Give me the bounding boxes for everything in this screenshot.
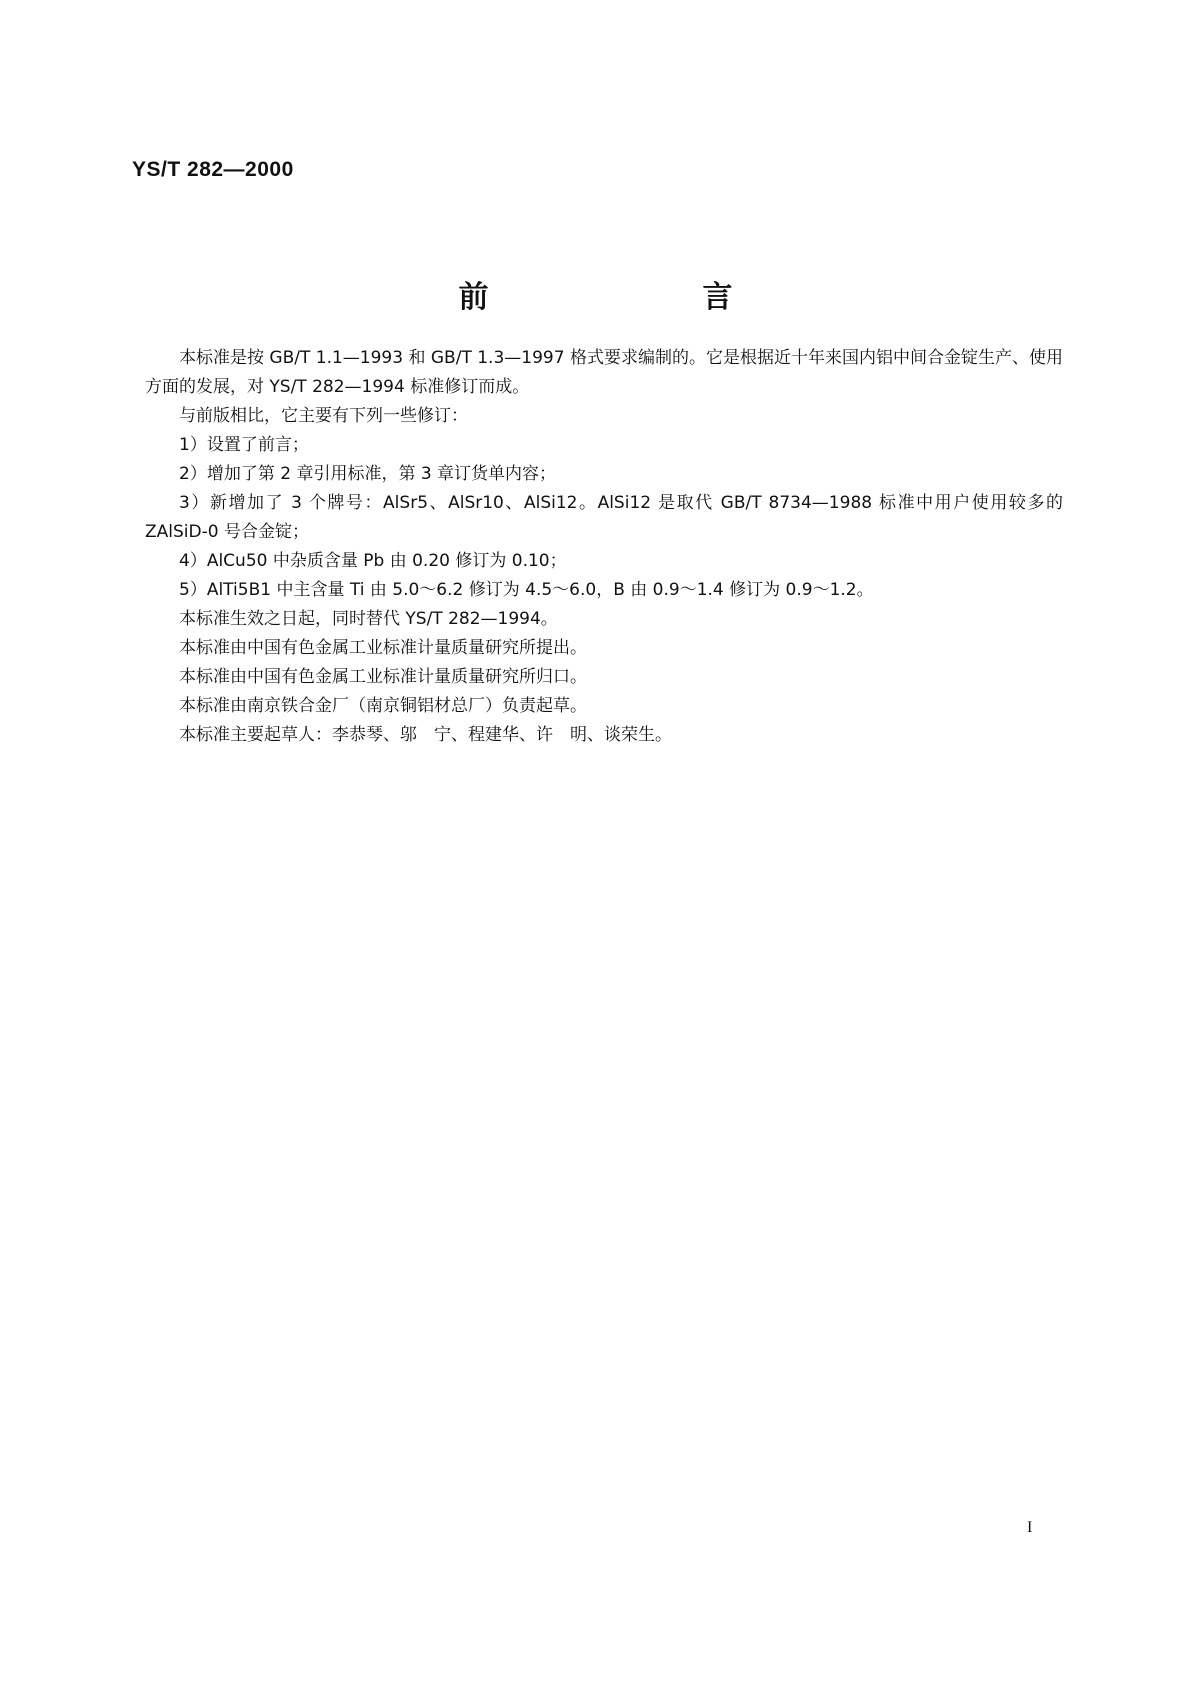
paragraph-drafters: 本标准主要起草人：李恭琴、邬 宁、程建华、许 明、谈荣生。 xyxy=(179,725,672,745)
page-title: 前 言 xyxy=(458,280,825,315)
list-item-revision-1: 1）设置了前言； xyxy=(179,435,309,455)
paragraph-drafting-unit: 本标准由南京铁合金厂（南京铜铝材总厂）负责起草。 xyxy=(179,696,587,716)
paragraph-proposer: 本标准由中国有色金属工业标准计量质量研究所提出。 xyxy=(179,638,587,658)
list-item-revision-4: 4）AlCu50 中杂质含量 Pb 由 0.20 修订为 0.10； xyxy=(179,551,567,571)
list-item-revision-5: 5）AlTi5B1 中主含量 Ti 由 5.0～6.2 修订为 4.5～6.0，B 由 0.9～1.4 修订为 0.9～1.2。 xyxy=(179,580,874,600)
standard-code: YS/T 282—2000 xyxy=(132,158,294,181)
paragraph-administrator: 本标准由中国有色金属工业标准计量质量研究所归口。 xyxy=(179,667,587,687)
list-item-revision-3: 3）新增加了 3 个牌号：AlSr5、AlSr10、AlSi12。AlSi12 是取代 GB/T 8734—1988 标准中用户使用较多的 ZAlSiD-0 号合金锭； xyxy=(145,493,1063,542)
paragraph-replacement: 本标准生效之日起，同时替代 YS/T 282—1994。 xyxy=(179,609,558,629)
list-item-revision-2: 2）增加了第 2 章引用标准，第 3 章订货单内容； xyxy=(179,464,557,484)
paragraph-intro: 本标准是按 GB/T 1.1—1993 和 GB/T 1.3—1997 格式要求编制的。它是根据近十年来国内铝中间合金锭生产、使用方面的发展，对 YS/T 282—1994 标准修订而成。 xyxy=(145,348,1063,397)
paragraph-revisions-lead: 与前版相比，它主要有下列一些修订： xyxy=(179,406,468,426)
foreword-body xyxy=(145,344,1063,750)
page-number: I xyxy=(1027,1519,1033,1536)
